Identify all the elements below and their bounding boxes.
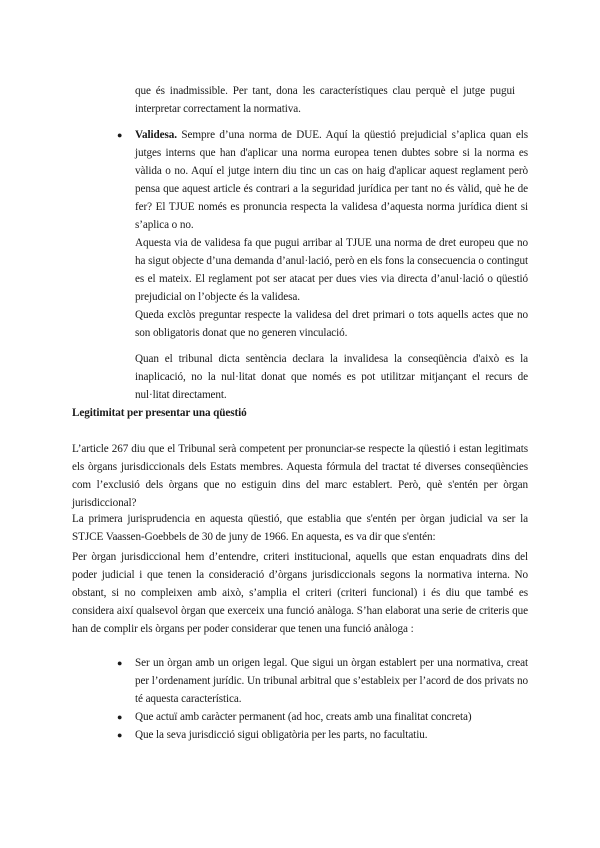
bullet-icon: ●: [117, 730, 123, 740]
continuation-paragraph: que és inadmissible. Per tant, dona les característiques clau perquè el jutge pugui interpretar correctament la normativa.: [135, 85, 515, 115]
bullet-icon: ●: [117, 130, 123, 140]
list-item: Que actuï amb caràcter permanent (ad hoc, creats amb una finalitat concreta): [135, 711, 472, 723]
bullet-icon: ●: [117, 658, 123, 668]
section-paragraph-1: L’article 267 diu que el Tribunal serà competent per pronunciar-se respecte la qüestió i estan legitimats els òrgans jurisdiccionals dels Estats membres. Aquesta fórmula del tractat té diverses conseqüències com l’exclusió dels òrgans que no estiguin dins del marc establert. Però, què s'entén per òrgan jurisdiccional?: [72, 443, 528, 509]
validesa-lead: Validesa.: [135, 129, 177, 141]
bullet-icon: ●: [117, 712, 123, 722]
list-item: Que la seva jurisdicció sigui obligatòria per les parts, no facultatiu.: [135, 729, 428, 741]
section-heading: Legitimitat per presentar una qüestió: [72, 407, 247, 419]
validesa-paragraph-2: Aquesta via de validesa fa que pugui arribar al TJUE una norma de dret europeu que no ha sigut objecte d’una demanda d’anul·lació, però en els fons la consecuencia o contingut es el mateix. El reglament pot ser atacat per dues vies via directa d’anul·lació o qüestió prejudicial on l’objecte és la validesa.: [135, 237, 528, 303]
section-paragraph-3: Per òrgan jurisdiccional hem d’entendre, criteri institucional, aquells que estan enquadrats dins del poder judicial i que tenen la consideració d’òrgans jurisdiccionals segons la normativa interna. No obstant, si no compleixen amb això, s’amplia el criteri (criteri funcional) i és diu que també es considera així qualsevol òrgan que exerceix una funció anàloga. S’han elaborat una serie de criteris que han de complir els òrgans per poder considerar que tenen una funció anàloga :: [72, 551, 528, 635]
validesa-paragraph-3: Queda exclòs preguntar respecte la validesa del dret primari o tots aquells actes que no son obligatoris donat que no generen vinculació.: [135, 309, 528, 339]
validesa-paragraph: [135, 126, 528, 234]
list-item: Ser un òrgan amb un origen legal. Que sigui un òrgan establert per una normativa, creat per l’ordenament jurídic. Un tribunal arbitral que s’estableix per l’acord de dos privats no té aquesta característica.: [135, 657, 528, 705]
validesa-paragraph-4: Quan el tribunal dicta sentència declara la invalidesa la conseqüència d'això es la inaplicació, no la nul·litat donat que només es pot utilitzar mitjançant el recurs de nul·litat directament.: [135, 353, 528, 401]
validesa-text: Sempre d’una norma de DUE. Aquí la qüestió prejudicial s’aplica quan els jutges interns que han d'aplicar una norma europea tenen dubtes sobre si la norma es vàlida o no. Aquí el jutge intern diu tinc un cas on haig d'aplicar aquest reglament però pensa que aquest article és contrari a la seguridad jurídica per tant no és vàlid, què he de fer? El TJUE només es pronuncia respecta la validesa d’aquesta norma jurídica dient si s’aplica o no.: [135, 129, 528, 231]
section-paragraph-2: La primera jurisprudencia en aquesta qüestió, que establia que s'entén per òrgan judicial va ser la STJCE Vaassen-Goebbels de 30 de juny de 1966. En aquesta, es va dir que s'entén:: [72, 513, 528, 543]
